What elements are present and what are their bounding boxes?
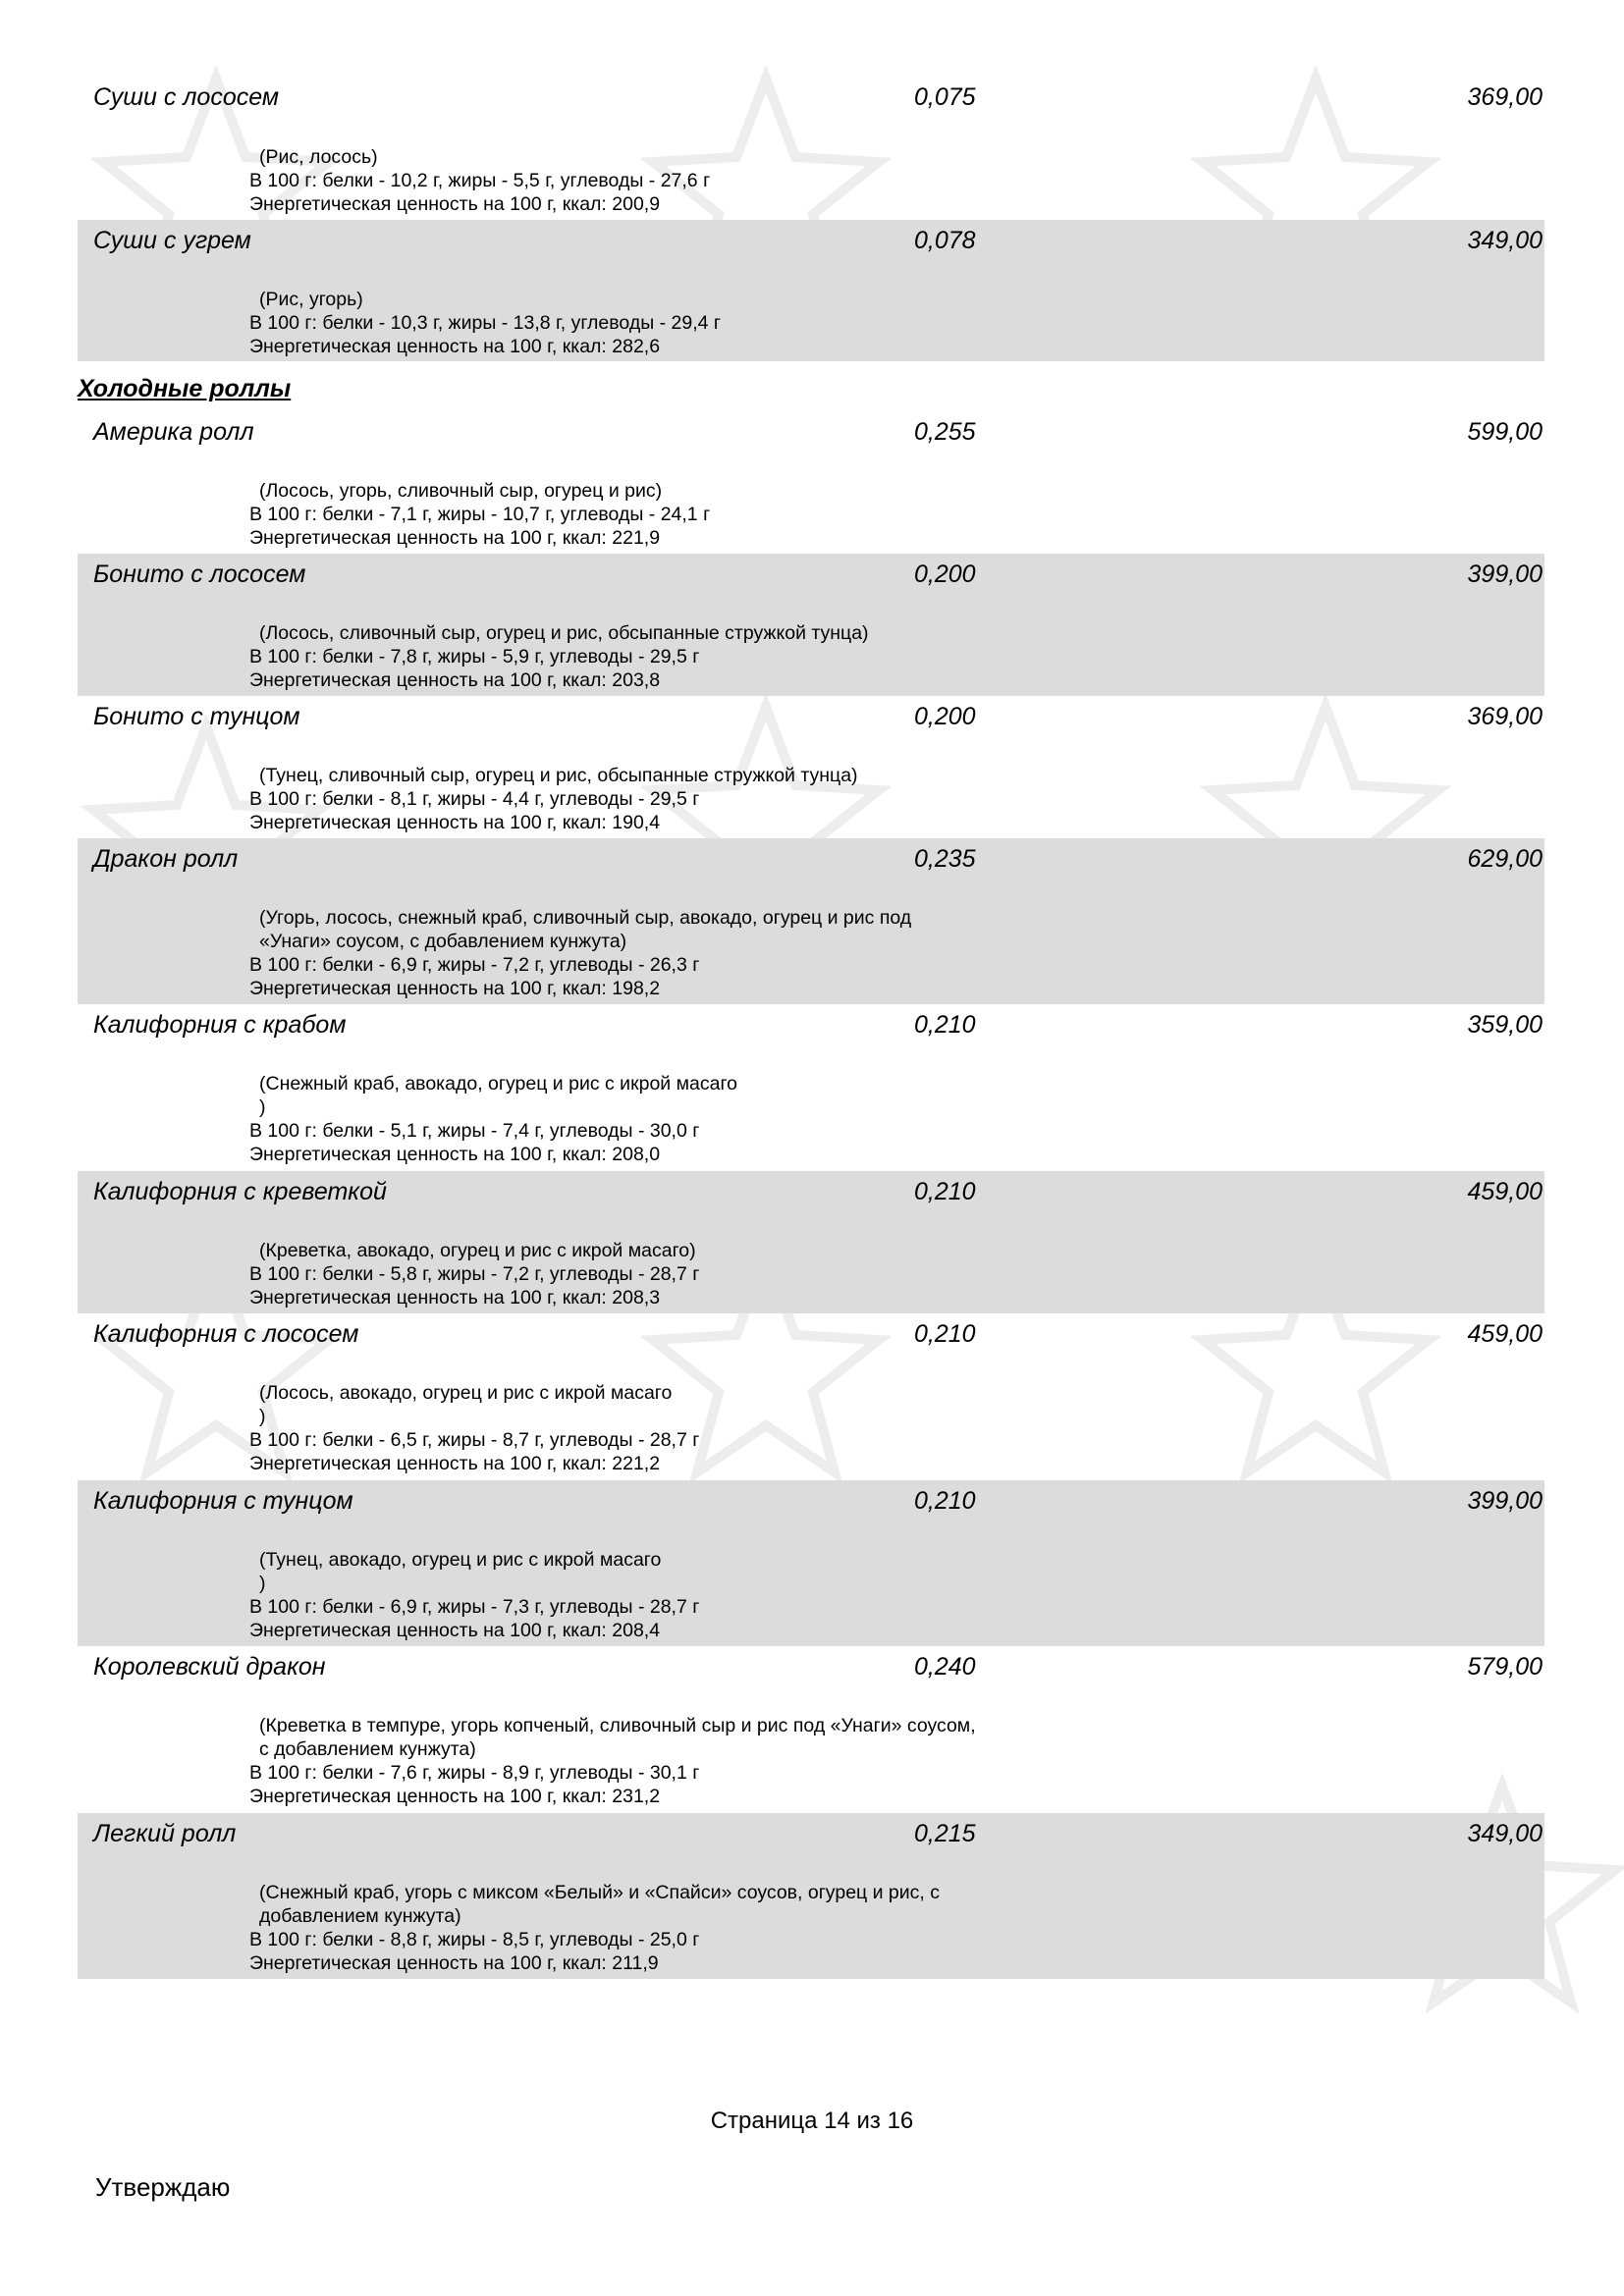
item-name: Суши с лососем (93, 83, 279, 111)
item-weight: 0,255 (914, 418, 976, 446)
item-nutrition: В 100 г: белки - 5,8 г, жиры - 7,2 г, углеводы - 28,7 г (249, 1263, 700, 1285)
item-name: Калифорния с креветкой (93, 1178, 387, 1205)
cold-rolls-list (78, 411, 1544, 1979)
menu-item (78, 838, 1544, 1004)
item-name: Бонито с тунцом (93, 703, 300, 730)
item-name: Америка ролл (93, 418, 254, 446)
item-nutrition: В 100 г: белки - 10,3 г, жиры - 13,8 г, углеводы - 29,4 г (249, 312, 722, 334)
item-price: 349,00 (1467, 227, 1543, 254)
item-price: 399,00 (1467, 561, 1543, 588)
item-ingredients: (Лосось, угорь, сливочный сыр, огурец и рис) (259, 480, 663, 502)
item-weight: 0,240 (914, 1653, 976, 1681)
item-name: Калифорния с лососем (93, 1320, 359, 1348)
menu-item (78, 554, 1544, 696)
menu-item (78, 1313, 1544, 1480)
item-ingredients: (Рис, угорь) (259, 289, 363, 310)
page-number: Страница 14 из 16 (710, 2108, 914, 2134)
menu-item (78, 696, 1544, 838)
item-energy: Энергетическая ценность на 100 г, ккал: 190,4 (249, 812, 661, 833)
item-nutrition: В 100 г: белки - 6,9 г, жиры - 7,3 г, углеводы - 28,7 г (249, 1596, 700, 1618)
item-ingredients: (Угорь, лосось, снежный краб, сливочный сыр, авокадо, огурец и рис под «Унаги» соусом, с добавлением кунжута) (259, 907, 912, 952)
item-weight: 0,200 (914, 561, 976, 588)
item-price: 349,00 (1467, 1820, 1543, 1847)
item-energy: Энергетическая ценность на 100 г, ккал: 221,9 (249, 527, 661, 549)
item-details (249, 288, 721, 358)
item-nutrition: В 100 г: белки - 8,8 г, жиры - 8,5 г, углеводы - 25,0 г (249, 1929, 700, 1950)
item-name: Дракон ролл (93, 845, 239, 873)
item-name: Легкий ролл (93, 1820, 237, 1847)
item-ingredients: (Снежный краб, авокадо, огурец и рис с икрой масаго ) (259, 1073, 737, 1118)
item-price: 459,00 (1467, 1178, 1543, 1205)
item-details (249, 764, 858, 834)
menu-item (78, 1480, 1544, 1646)
item-details (249, 479, 710, 550)
menu-item (78, 1004, 1544, 1171)
section-title: Холодные роллы (78, 375, 292, 402)
menu-item (78, 1813, 1544, 1979)
item-details (249, 1381, 699, 1475)
menu-item (78, 1171, 1544, 1313)
menu-item (78, 1646, 1544, 1813)
item-nutrition: В 100 г: белки - 10,2 г, жиры - 5,5 г, углеводы - 27,6 г (249, 170, 711, 191)
item-ingredients: (Лосось, авокадо, огурец и рис с икрой масаго ) (259, 1382, 673, 1427)
menu-item (78, 411, 1544, 554)
item-energy: Энергетическая ценность на 100 г, ккал: 231,2 (249, 1786, 661, 1807)
item-energy: Энергетическая ценность на 100 г, ккал: 208,0 (249, 1144, 661, 1165)
item-name: Калифорния с крабом (93, 1011, 347, 1039)
item-weight: 0,210 (914, 1320, 976, 1348)
item-details (249, 906, 911, 1000)
sushi-list (78, 77, 1544, 361)
item-nutrition: В 100 г: белки - 7,8 г, жиры - 5,9 г, углеводы - 29,5 г (249, 646, 700, 667)
item-energy: Энергетическая ценность на 100 г, ккал: 208,3 (249, 1287, 661, 1308)
item-weight: 0,215 (914, 1820, 976, 1847)
item-energy: Энергетическая ценность на 100 г, ккал: 203,8 (249, 669, 661, 691)
item-weight: 0,210 (914, 1487, 976, 1515)
item-ingredients: (Снежный краб, угорь с миксом «Белый» и «Спайси» соусов, огурец и рис, с добавлением кунжута) (259, 1882, 941, 1927)
item-price: 459,00 (1467, 1320, 1543, 1348)
item-details (249, 1548, 699, 1642)
item-details (249, 1072, 737, 1166)
item-weight: 0,200 (914, 703, 976, 730)
item-nutrition: В 100 г: белки - 6,5 г, жиры - 8,7 г, углеводы - 28,7 г (249, 1429, 700, 1451)
item-price: 629,00 (1467, 845, 1543, 873)
item-name: Королевский дракон (93, 1653, 326, 1681)
item-weight: 0,210 (914, 1011, 976, 1039)
item-nutrition: В 100 г: белки - 7,1 г, жиры - 10,7 г, углеводы - 24,1 г (249, 504, 711, 525)
item-name: Бонито с лососем (93, 561, 306, 588)
item-price: 399,00 (1467, 1487, 1543, 1515)
item-ingredients: (Тунец, авокадо, огурец и рис с икрой масаго ) (259, 1549, 662, 1594)
menu-item (78, 220, 1544, 361)
approval-label: Утверждаю (95, 2172, 231, 2202)
item-price: 579,00 (1467, 1653, 1543, 1681)
item-energy: Энергетическая ценность на 100 г, ккал: 208,4 (249, 1620, 661, 1641)
item-nutrition: В 100 г: белки - 8,1 г, жиры - 4,4 г, углеводы - 29,5 г (249, 788, 700, 810)
item-price: 369,00 (1467, 83, 1543, 111)
item-energy: Энергетическая ценность на 100 г, ккал: 200,9 (249, 193, 661, 215)
item-weight: 0,075 (914, 83, 976, 111)
item-energy: Энергетическая ценность на 100 г, ккал: 211,9 (249, 1952, 659, 1974)
item-energy: Энергетическая ценность на 100 г, ккал: 282,6 (249, 336, 661, 357)
item-details (249, 1881, 940, 1975)
item-weight: 0,210 (914, 1178, 976, 1205)
item-details (249, 145, 710, 216)
item-energy: Энергетическая ценность на 100 г, ккал: 198,2 (249, 978, 661, 999)
item-nutrition: В 100 г: белки - 6,9 г, жиры - 7,2 г, углеводы - 26,3 г (249, 954, 700, 976)
item-price: 369,00 (1467, 703, 1543, 730)
item-energy: Энергетическая ценность на 100 г, ккал: 221,2 (249, 1453, 661, 1474)
item-ingredients: (Креветка, авокадо, огурец и рис с икрой масаго) (259, 1240, 696, 1261)
item-ingredients: (Креветка в темпуре, угорь копченый, сливочный сыр и рис под «Унаги» соусом, с добавлением кунжута) (259, 1715, 976, 1760)
item-name: Калифорния с тунцом (93, 1487, 353, 1515)
item-weight: 0,235 (914, 845, 976, 873)
item-nutrition: В 100 г: белки - 7,6 г, жиры - 8,9 г, углеводы - 30,1 г (249, 1762, 700, 1784)
item-nutrition: В 100 г: белки - 5,1 г, жиры - 7,4 г, углеводы - 30,0 г (249, 1120, 700, 1142)
item-details (249, 621, 869, 692)
item-weight: 0,078 (914, 227, 976, 254)
item-price: 599,00 (1467, 418, 1543, 446)
item-price: 359,00 (1467, 1011, 1543, 1039)
item-ingredients: (Рис, лосось) (259, 146, 378, 168)
item-details (249, 1239, 699, 1309)
item-name: Суши с угрем (93, 227, 251, 254)
menu-item (78, 77, 1544, 220)
item-ingredients: (Тунец, сливочный сыр, огурец и рис, обсыпанные стружкой тунца) (259, 765, 858, 786)
item-ingredients: (Лосось, сливочный сыр, огурец и рис, обсыпанные стружкой тунца) (259, 622, 869, 644)
item-details (249, 1714, 976, 1808)
